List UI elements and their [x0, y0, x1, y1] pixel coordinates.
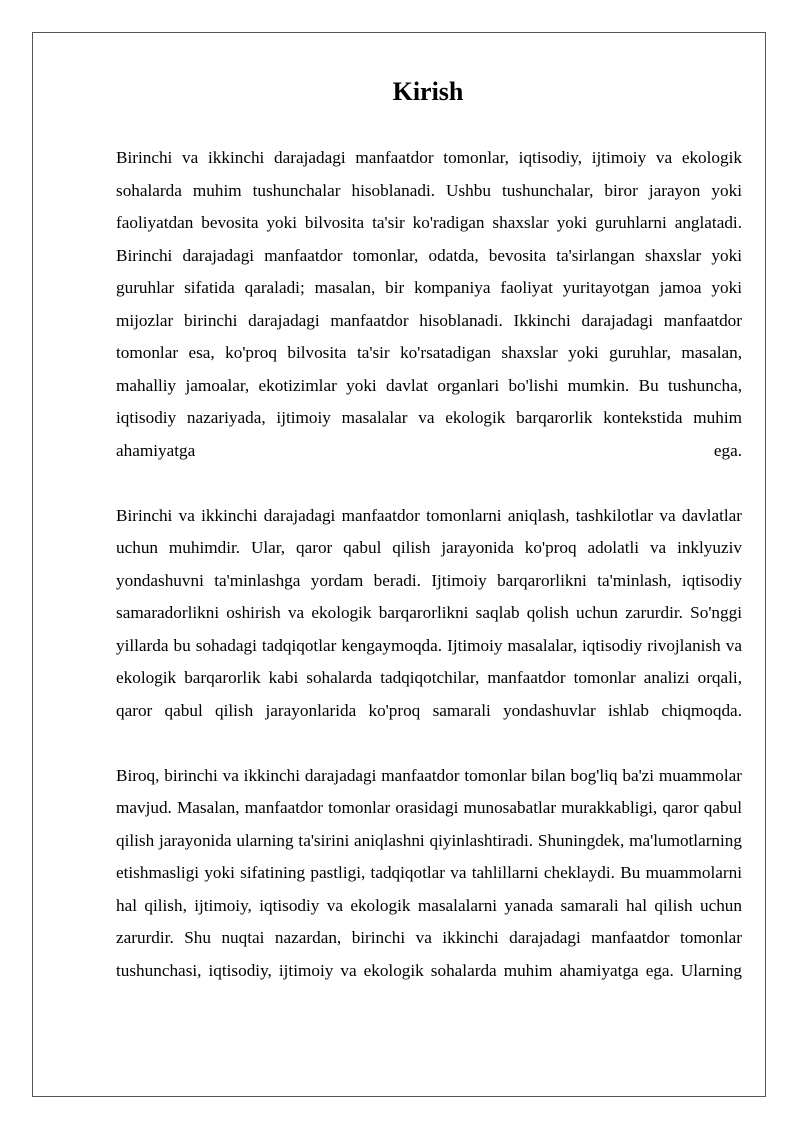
paragraph-1: Birinchi va ikkinchi darajadagi manfaatdor tomonlar, iqtisodiy, ijtimoiy va ekologik sohalarda muhim tushunchalar hisoblanadi. Ushbu tushunchalar, biror jarayon yoki faoliyatdan bevosita yoki bilvosita ta'sir ko'radigan shaxslar yoki guruhlarni anglatadi. Birinchi darajadagi manfaatdor tomonlar, odatda, bevosita ta'sirlangan shaxslar yoki guruhlar sifatida qaraladi; masalan, bir kompaniya faoliyat yuritayotgan jamoa yoki mijozlar birinchi darajadagi manfaatdor hisoblanadi. Ikkinchi darajadagi manfaatdor tomonlar esa, ko'proq bilvosita ta'sir ko'rsatadigan shaxslar yoki guruhlar, masalan, mahalliy jamoalar, ekotizimlar yoki davlat organlari bo'lishi mumkin. Bu tushuncha, iqtisodiy nazariyada, ijtimoiy masalalar va ekologik barqarorlik kontekstida muhim ahamiyatga ega. [116, 148, 742, 460]
paragraph-2: Birinchi va ikkinchi darajadagi manfaatdor tomonlarni aniqlash, tashkilotlar va davlatlar uchun muhimdir. Ular, qaror qabul qilish jarayonida ko'proq adolatli va inklyuziv yondashuvni ta'minlashga yordam beradi. Ijtimoiy barqarorlikni ta'minlash, iqtisodiy samaradorlikni oshirish va ekologik barqarorlikni saqlab qolish uchun zarurdir. So'nggi yillarda bu sohadagi tadqiqotlar kengaymoqda. Ijtimoiy masalalar, iqtisodiy rivojlanish va ekologik barqarorlik kabi sohalarda tadqiqotchilar, manfaatdor tomonlar analizi orqali, qaror qabul qilish jarayonlarida ko'proq samarali yondashuvlar ishlab chiqmoqda. [116, 505, 742, 720]
document-body [116, 142, 742, 987]
paragraph-3: Biroq, birinchi va ikkinchi darajadagi manfaatdor tomonlar bilan bog'liq ba'zi muammolar mavjud. Masalan, manfaatdor tomonlar orasidagi munosabatlar murakkabligi, qaror qabul qilish jarayonida ularning ta'sirini aniqlashni qiyinlashtiradi. Shuningdek, ma'lumotlarning etishmasligi yoki sifatining pastligi, tadqiqotlar va tahlillarni cheklaydi. Bu muammolarni hal qilish, ijtimoiy, iqtisodiy va ekologik masalalarni yanada samarali hal qilish uchun zarurdir. Shu nuqtai nazardan, birinchi va ikkinchi darajadagi manfaatdor tomonlar tushunchasi, iqtisodiy, ijtimoiy va ekologik sohalarda muhim ahamiyatga ega. Ularning [116, 765, 742, 980]
page-title: Kirish [392, 77, 464, 106]
